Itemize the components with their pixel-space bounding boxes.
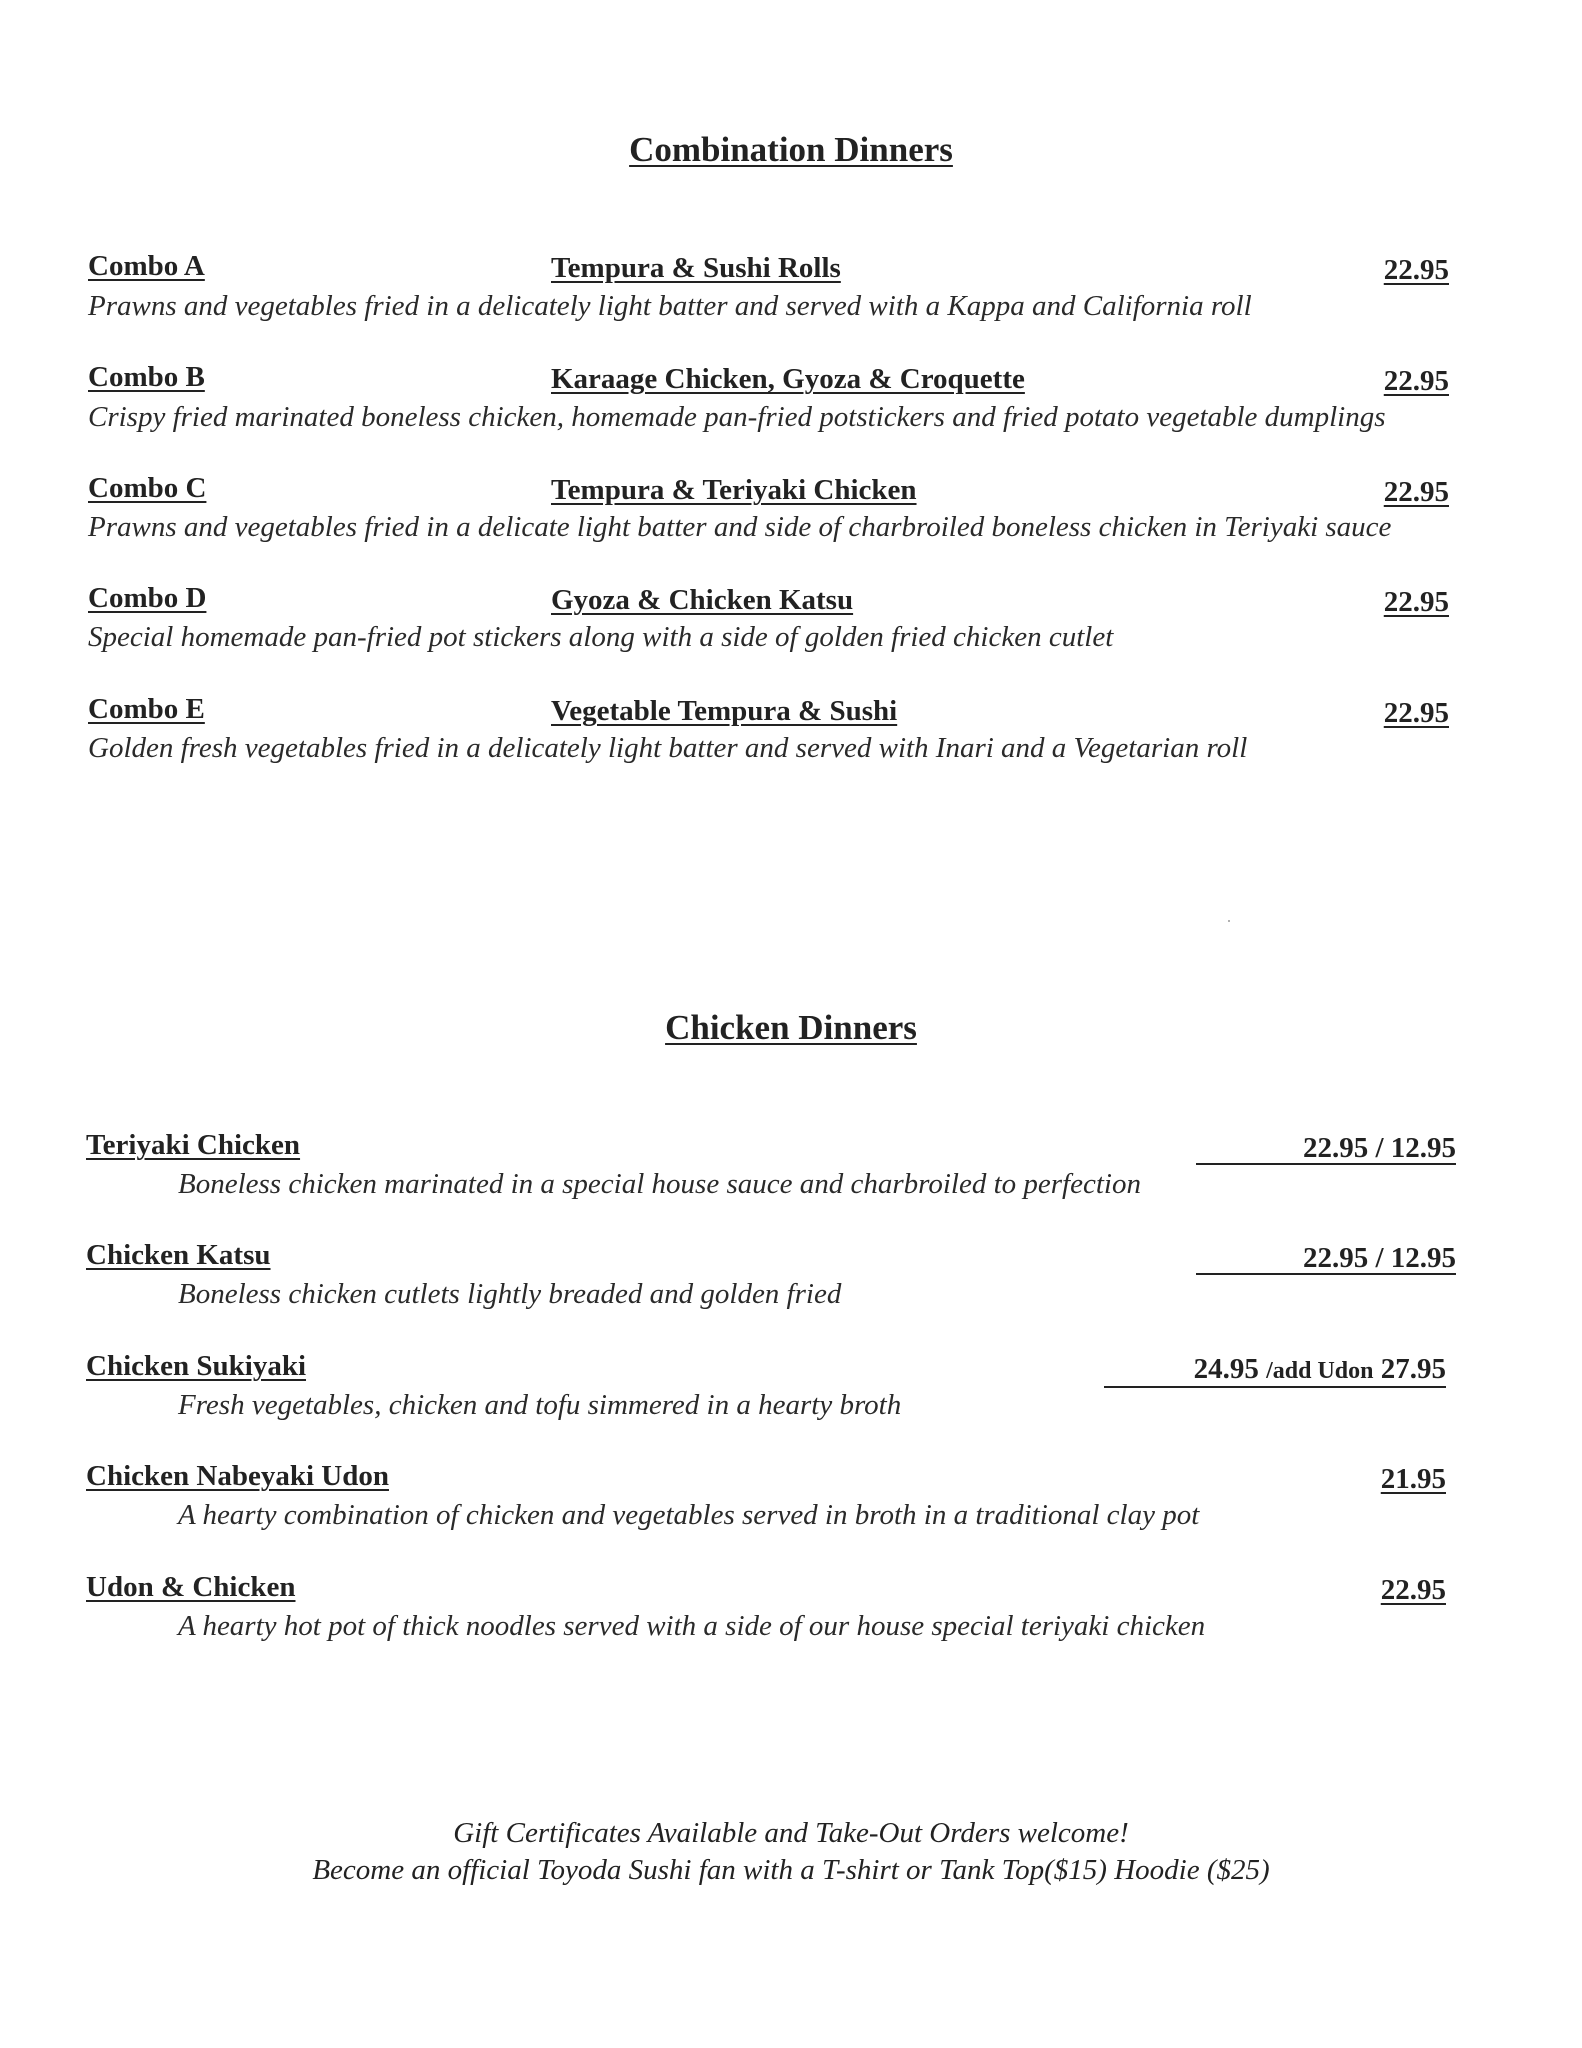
footer-gift-certificates: Gift Certificates Available and Take-Out Orders welcome! (453, 1817, 1129, 1849)
chicken-nabeyaki-udon-description: A hearty combination of chicken and vegetables served in broth in a traditional clay pot (178, 1499, 1200, 1531)
combo-e-price: 22.95 (1383, 697, 1449, 729)
chicken-katsu-description: Boneless chicken cutlets lightly breaded and golden fried (178, 1278, 842, 1310)
udon-and-chicken-name: Udon & Chicken (86, 1571, 296, 1603)
combo-c-label: Combo C (88, 472, 207, 504)
chicken-katsu-price: 22.95 / 12.95 (1196, 1243, 1456, 1275)
sukiyaki-price-add: 27.95 (1380, 1353, 1446, 1385)
combo-c-price: 22.95 (1383, 476, 1449, 508)
combo-e-description: Golden fresh vegetables fried in a delicately light batter and served with Inari and a Vegetarian roll (88, 732, 1248, 764)
udon-and-chicken-price: 22.95 (1380, 1574, 1446, 1606)
combo-e-label: Combo E (88, 693, 205, 725)
combo-d-label: Combo D (88, 582, 207, 614)
combo-b-description: Crispy fried marinated boneless chicken, homemade pan-fried potstickers and fried potato vegetable dumplings (88, 401, 1386, 433)
footer-merch: Become an official Toyoda Sushi fan with a T-shirt or Tank Top($15) Hoodie ($25) (312, 1854, 1270, 1886)
combo-a-price: 22.95 (1383, 254, 1449, 286)
chicken-nabeyaki-udon-price: 21.95 (1380, 1463, 1446, 1495)
combo-e-name: Vegetable Tempura & Sushi (551, 695, 898, 727)
chicken-sukiyaki-name: Chicken Sukiyaki (86, 1350, 307, 1382)
chicken-nabeyaki-udon-name: Chicken Nabeyaki Udon (86, 1460, 389, 1492)
combo-b-price: 22.95 (1383, 365, 1449, 397)
combo-d-name: Gyoza & Chicken Katsu (551, 584, 854, 616)
combo-a-label: Combo A (88, 250, 205, 282)
sukiyaki-price-main: 24.95 (1193, 1353, 1259, 1385)
combination-dinners-heading: Combination Dinners (629, 130, 953, 169)
udon-and-chicken-description: A hearty hot pot of thick noodles served with a side of our house special teriyaki chicken (178, 1610, 1206, 1642)
combo-d-description: Special homemade pan-fried pot stickers along with a side of golden fried chicken cutlet (88, 621, 1114, 653)
scan-speck (1228, 920, 1230, 922)
chicken-dinners-heading: Chicken Dinners (665, 1008, 917, 1047)
chicken-sukiyaki-description: Fresh vegetables, chicken and tofu simmered in a hearty broth (178, 1389, 902, 1421)
sukiyaki-add-udon-label: /add Udon (1266, 1358, 1374, 1384)
combo-a-description: Prawns and vegetables fried in a delicately light batter and served with a Kappa and California roll (88, 290, 1252, 322)
teriyaki-chicken-price: 22.95 / 12.95 (1196, 1133, 1456, 1165)
combo-c-description: Prawns and vegetables fried in a delicate light batter and side of charbroiled boneless chicken in Teriyaki sauce (88, 511, 1392, 543)
combo-d-price: 22.95 (1383, 586, 1449, 618)
combo-c-name: Tempura & Teriyaki Chicken (551, 474, 917, 506)
teriyaki-chicken-description: Boneless chicken marinated in a special house sauce and charbroiled to perfection (178, 1168, 1141, 1200)
combo-b-label: Combo B (88, 361, 205, 393)
combo-a-name: Tempura & Sushi Rolls (551, 252, 841, 284)
combo-b-name: Karaage Chicken, Gyoza & Croquette (551, 363, 1025, 395)
chicken-katsu-name: Chicken Katsu (86, 1239, 271, 1271)
chicken-sukiyaki-price (1104, 1354, 1446, 1388)
teriyaki-chicken-name: Teriyaki Chicken (86, 1129, 301, 1161)
